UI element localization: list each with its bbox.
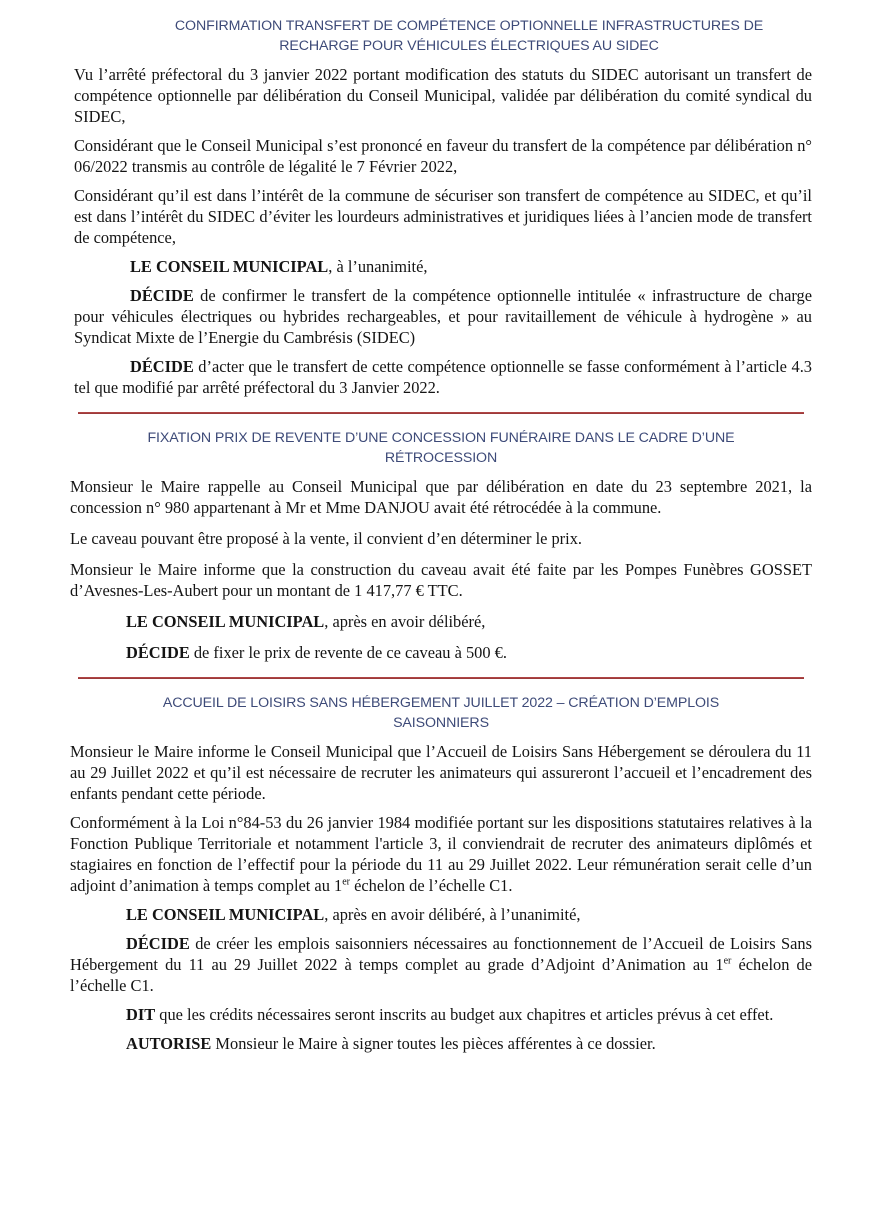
dit-statement [70,1004,812,1025]
decide-text: de fixer le prix de revente de ce caveau à 500 €. [189,643,507,662]
section-divider [78,677,804,679]
decide-label: DÉCIDE [130,286,194,305]
section-divider [78,412,804,414]
decision-2 [74,356,812,398]
section-title [70,428,812,468]
decide-label: DÉCIDE [126,643,190,662]
paragraph-loi [70,812,812,896]
title-line-2: RECHARGE POUR VÉHICULES ÉLECTRIQUES AU SIDEC [279,38,659,54]
paragraph-considerant-1: Considérant que le Conseil Municipal s’est prononcé en faveur du transfert de la compétence par délibération n° 06/2022 transmis au contrôle de légalité le 7 Février 2022, [74,136,812,176]
paragraph-rappel: Monsieur le Maire rappelle au Conseil Municipal que par délibération en date du 23 septembre 2021, la concession n° 980 appartenant à Mr et Mme DANJOU avait été rétrocédée à la commune. [70,477,812,517]
decide-text: d’acter que le transfert de cette compétence optionnelle se fasse conformément à l’article 4.3 tel que modifié par arrêté préfectoral du 3 Janvier 2022. [74,357,812,397]
council-statement [70,904,812,925]
council-text: , à l’unanimité, [328,257,428,276]
decide-text: de confirmer le transfert de la compétence optionnelle intitulée « infrastructure de charge pour véhicules électriques ou hybrides rechargeables, et pour ravitaillement de véhicule à hydrogène » au Syndicat Mixte de l’Energie du Cambrésis (SIDEC) [74,286,812,347]
paragraph-caveau: Le caveau pouvant être proposé à la vente, il convient d’en déterminer le prix. [70,529,582,548]
council-text: , après en avoir délibéré, à l’unanimité, [324,905,581,924]
decide-text: de créer les emplois saisonniers nécessaires au fonctionnement de l’Accueil de Loisirs Sans Hébergement du 11 au 29 Juillet 2022 à temps complet au grade d’Adjoint d’Animation au 1 [70,934,812,974]
title-line-2: SAISONNIERS [393,715,489,731]
section-sidec-transfer [70,16,812,398]
council-text: , après en avoir délibéré, [324,612,486,631]
dit-label: DIT [126,1005,156,1024]
title-line-1: ACCUEIL DE LOISIRS SANS HÉBERGEMENT JUILLET 2022 – CRÉATION D’EMPLOIS [162,695,720,711]
autorise-text: Monsieur le Maire à signer toutes les pièces afférentes à ce dossier. [211,1034,656,1053]
paragraph-information: Monsieur le Maire informe le Conseil Municipal que l’Accueil de Loisirs Sans Hébergement se déroulera du 11 au 29 Juillet 2022 et qu’il est nécessaire de recruter les animateurs qui assureront l’accueil et l’encadrement des enfants pendant cette période. [70,742,812,803]
decide-label: DÉCIDE [126,934,190,953]
autorise-label: AUTORISE [126,1034,212,1053]
council-statement [74,256,812,277]
paragraph-construction: Monsieur le Maire informe que la construction du caveau avait été faite par les Pompes Funèbres GOSSET d’Avesnes-Les-Aubert pour un montant de 1 417,77 € TTC. [70,560,812,600]
title-line-2: RÉTROCESSION [384,450,498,466]
loi-text: Conformément à la Loi n°84-53 du 26 janvier 1984 modifiée portant sur les dispositions statutaires relatives à la Fonction Publique Territoriale et notamment l'article 3, il conviendrait de recruter des animateurs diplômés et stagiaires en fonction de l’effectif pour la période du 11 au 29 Juillet 2022. Leur rémunération serait celle d’un adjoint d’animation à temps complet au 1 [70,813,812,895]
title-line-1: FIXATION PRIX DE REVENTE D’UNE CONCESSION FUNÉRAIRE DANS LE CADRE D’UNE [147,430,735,446]
council-statement [70,611,812,632]
section-title [70,693,812,733]
section-funeral-concession [70,428,812,663]
section-alsh-seasonal-jobs [70,693,812,1054]
decide-label: DÉCIDE [130,357,194,376]
title-line-1: CONFIRMATION TRANSFERT DE COMPÉTENCE OPTIONNELLE INFRASTRUCTURES DE [174,18,764,34]
council-label: LE CONSEIL MUNICIPAL [126,612,325,631]
autorise-statement [70,1033,812,1054]
council-label: LE CONSEIL MUNICIPAL [130,257,329,276]
dit-text: que les crédits nécessaires seront inscrits au budget aux chapitres et articles prévus à cet effet. [155,1005,774,1024]
ordinal-suffix: er [723,955,732,967]
council-label: LE CONSEIL MUNICIPAL [126,905,325,924]
section-title [98,16,840,56]
decision-1 [74,285,812,348]
decision [70,933,812,996]
loi-text-end: échelon de l’échelle C1. [349,876,513,895]
decide-text-end: échelon de l’échelle C1. [70,955,812,995]
ordinal-suffix: er [342,876,350,888]
paragraph-vu: Vu l’arrêté préfectoral du 3 janvier 2022 portant modification des statuts du SIDEC autorisant un transfert de compétence optionnelle par délibération du Conseil Municipal, validée par délibération du comité syndical du SIDEC, [74,65,812,126]
decision [70,642,812,663]
paragraph-considerant-2: Considérant qu’il est dans l’intérêt de la commune de sécuriser son transfert de compétence au SIDEC, et qu’il est dans l’intérêt du SIDEC d’éviter les lourdeurs administratives et juridiques liées à l’ancien mode de transfert de compétence, [74,186,812,247]
